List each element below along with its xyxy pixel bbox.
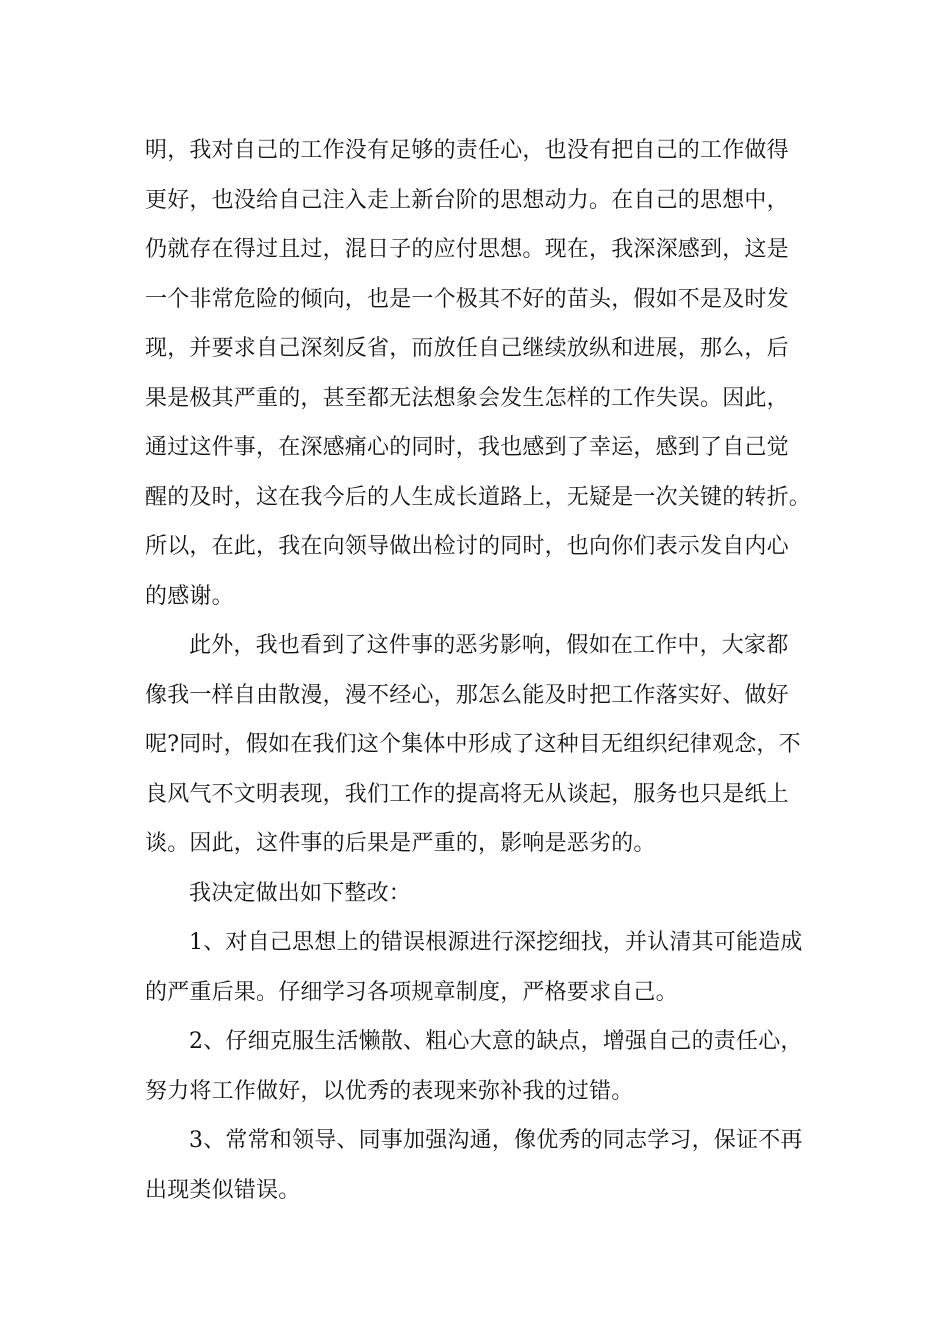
paragraph-first-line: 我决定做出如下整改： <box>189 880 412 906</box>
text-line: 更好，也没给自己注入走上新台阶的思想动力。在自己的思想中， <box>145 187 789 213</box>
text-line: 通过这件事，在深感痛心的同时，我也感到了幸运，感到了自己觉 <box>145 435 789 460</box>
text-line: 仍就存在得过且过，混日子的应付思想。现在，我深深感到，这是 <box>145 237 789 262</box>
text-line: 良风气不文明表现，我们工作的提高将无从谈起，服务也只是纸上 <box>145 781 789 807</box>
text-line: 努力将工作做好，以优秀的表现来弥补我的过错。 <box>145 1078 634 1104</box>
text-line: 明，我对自己的工作没有足够的责任心，也没有把自己的工作做得 <box>145 138 789 163</box>
text-line: 像我一样自由散漫，漫不经心，那怎么能及时把工作落实好、做好 <box>145 682 789 708</box>
text-line: 所以，在此，我在向领导做出检讨的同时，也向你们表示发自内心 <box>145 534 789 559</box>
text-line: 的严重后果。仔细学习各项规章制度，严格要求自己。 <box>145 979 678 1005</box>
list-item-1-line: 1、对自己思想上的错误根源进行深挖细找，并认清其可能造成 <box>189 930 803 955</box>
text-line: 谈。因此，这件事的后果是严重的，影响是恶劣的。 <box>145 831 656 856</box>
text-line: 醒的及时，这在我今后的人生成长道路上，无疑是一次关键的转折。 <box>145 484 812 510</box>
text-line: 现，并要求自己深刻反省，而放任自己继续放纵和进展，那么，后 <box>145 336 789 361</box>
text-line: 一个非常危险的倾向，也是一个极其不好的苗头，假如不是及时发 <box>145 286 789 312</box>
paragraph-first-line: 此外，我也看到了这件事的恶劣影响，假如在工作中，大家都 <box>189 633 789 658</box>
document-body <box>145 126 825 1215</box>
list-item-2-line: 2、仔细克服生活懒散、粗心大意的缺点，增强自己的责任心， <box>189 1029 803 1054</box>
list-item-3-line: 3、常常和领导、同事加强沟通，像优秀的同志学习，保证不再 <box>189 1128 803 1153</box>
text-line: 的感谢。 <box>145 583 234 609</box>
text-line: 果是极其严重的，甚至都无法想象会发生怎样的工作失误。因此， <box>145 385 789 411</box>
text-line: 呢?同时，假如在我们这个集体中形成了这种目无组织纪律观念，不 <box>145 732 801 757</box>
text-line: 出现类似错误。 <box>145 1177 301 1203</box>
